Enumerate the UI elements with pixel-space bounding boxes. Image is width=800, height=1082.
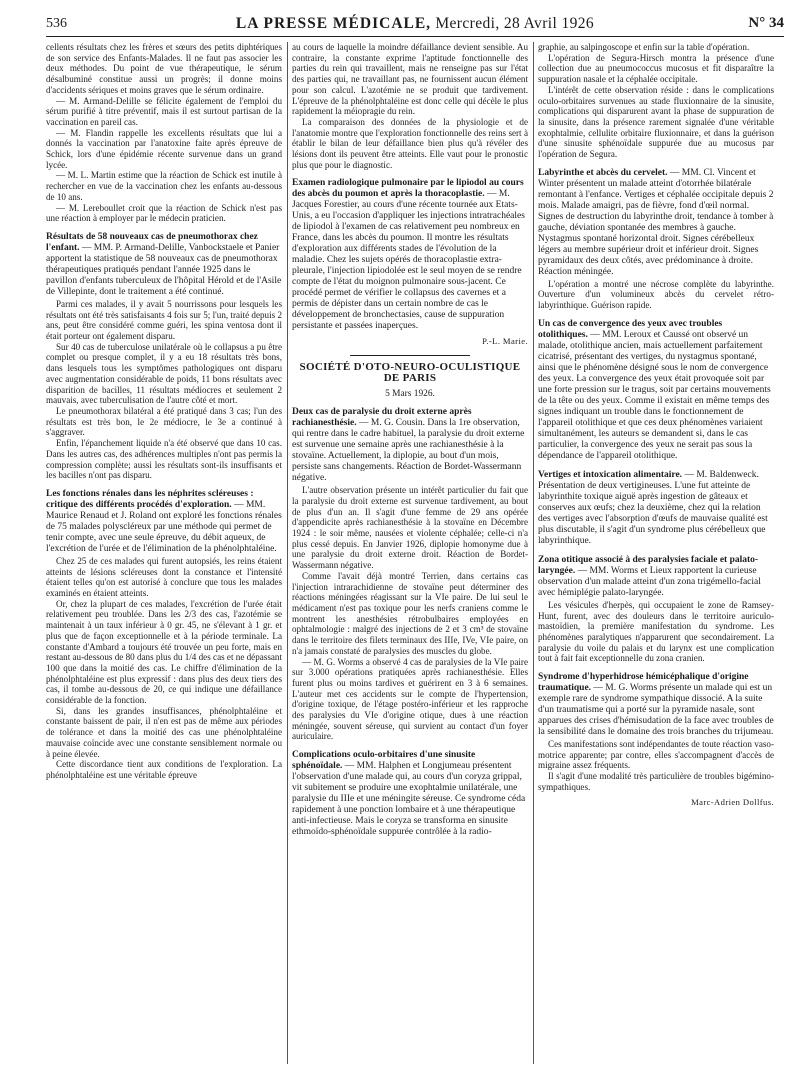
heading-title: Les fonctions rénales dans les néphrites scléreuses : critique des différents procédés d'exploration. <box>46 488 254 510</box>
section-heading <box>538 168 774 278</box>
section-heading <box>46 489 282 555</box>
column-1 <box>46 42 282 1064</box>
heading-title: Un cas de convergence des yeux avec troubles otolithiques. <box>538 318 723 340</box>
heading-text: — MM. Halphen et Longjumeau présentent l'observation d'une malade qui, au cours d'un coryza grippal, vit subitement se produire une exophtalmie unilatérale, une paralysie du IIIe et une méningite séreuse. Ce syndrome céda rapidement à une ponction lombaire et à une thérapeutique anti-infectieuse. Mais le coryza se transforma en sinusite ethmoïdo-sphénoïdale suppurée contrôlée à la radio- <box>292 761 526 838</box>
paragraph: L'opération de Segura-Hirsch montra la présence d'une collection due au pneumococcus mucosus et fit disparaître la suppuration nasale et la céphalée occipitale. <box>538 52 774 85</box>
section-heading <box>538 555 774 599</box>
section-rule <box>350 355 470 356</box>
paragraph: — M. Armand-Delille se félicite également de l'emploi du sérum purifié à titre préventif, mais il est surtout partisan de la vaccination en pareil cas. <box>46 95 282 127</box>
heading-title: Vertiges et intoxication alimentaire. <box>538 469 683 480</box>
heading-text: — MM. Maurice Renaud et J. Roland ont exploré les fonctions rénales de 75 malades polyscléreux par une méthode qui permet de tenir compte, avec une seule épreuve, du débit aqueux, de l'excrétion de l'urée et de l'élimination de la phénolphtaléine. <box>46 499 282 554</box>
paragraph: Ces manifestations sont indépendantes de toute réaction vaso-motrice apparente; par contre, elles s'accompagnent d'accès de migraine assez fréquents. <box>538 739 774 771</box>
paragraph: Le pneumothorax bilatéral a été pratiqué dans 3 cas; l'un des résultats est très bon, le 2e médiocre, le 3e a continué à s'aggraver. <box>46 405 282 438</box>
paragraph: graphie, au salpingoscope et enfin sur la table d'opération. <box>538 42 750 52</box>
heading-title: Labyrinthe et abcès du cervelet. <box>538 167 668 178</box>
heading-text: — MM. P. Armand-Delille, Vanbockstaele et Panier apportent la statistique de 58 nouveaux cas de pneumothorax thérapeutiques pratiqués pendant l'année 1925 dans le pavillon d'enfants tuberculeux de l'hôpital Hérold et de l'Asile de Villepinte, dont le traitement a été continué. <box>46 242 282 297</box>
heading-title: Complications oculo-orbitaires d'une sinusite sphénoïdale. <box>292 750 476 772</box>
heading-text: — M. G. Cousin. Dans la 1re observation, qui rentre dans le cadre habituel, la paralysie du droit externe est survenue une semaine après une rachianesthésie à la stovaïne. Actuellement, la diplopie, au bout d'un mois, persiste sans changements. Réaction de Bordet-Wassermann négative. <box>292 418 525 484</box>
paragraph: Comme l'avait déjà montré Terrien, dans certains cas l'injection intrarachidienne de stovaïne peut déterminer des réactions méningées réagissant sur la VIe paire. De lui seul le médicament n'est pas toxique pour les nerfs craniens comme le montrent les anesthésies rétrobulbaires employées en ophtalmologie : malgré des injections de 2 et 3 cm³ de stovaïne dans le territoire des filets terminaux des IIIe, IVe, VIe paire, on n'a jamais constaté de paralysies des muscles du globe. <box>292 570 528 656</box>
heading-title: Résultats de 58 nouveaux cas de pneumothorax chez l'enfant. <box>46 231 258 253</box>
heading-title: Syndrome d'hyperhidrose hémicéphalique d'origine traumatique. <box>538 672 749 694</box>
newspaper-page <box>46 14 784 1064</box>
heading-title: Zona otitique associé à des paralysies faciale et palato-laryngée. <box>538 554 759 576</box>
paragraph: Chez 25 de ces malades qui furent autopsiés, les reins étaient atteints de lésions scléreuses dont la constance et l'intensité étaient telles qu'on est autorisé à conclure que tous les malades examinés en étaient atteints. <box>46 555 282 599</box>
paragraph: — M. G. Worms a observé 4 cas de paralysies de la VIe paire sur 3.000 opérations pratiquées après rachianesthésie. Elles furent plus ou moins tardives et guérirent en 3 à 6 semaines. L'auteur met ces accidents sur le compte de l'hypertension, d'origine toxique, de l'étage postéro-inférieur et les rapproche des paralysies du VIe d'origine otique, dues à une réaction méningée, souvent séreuse, qui survient au contact d'un foyer auriculaire. <box>292 656 528 742</box>
heading-text: — M. Jacques Forestier, au cours d'une récente tournée aux Etats-Unis, a eu l'occasion d'appliquer les injections intratrachéales de lipiodol à l'examen de cas relativement peu nombreux en France, dans les abcès du poumon. Il montre les résultats d'exploration aux différents stades de l'évolution de la maladie. Chez les sujets opérés de thoracoplastie extra-pleurale, l'injection lipiodolée est le seul moyen de se rendre compte de l'état du moignon pulmonaire sous-jacent. Ce procédé permet de vérifier le collapsus des cavernes et a permis de dépister dans un certain nombre de cas le développement de bronchectasies, cause de suppuration persistante et passées inaperçues. <box>292 189 525 332</box>
section-heading <box>538 319 774 462</box>
author-signature: Marc-Adrien Dollfus. <box>691 796 774 807</box>
paragraph: La comparaison des données de la physiologie et de l'anatomie montre que l'exploration fonctionnelle des reins sert à établir le bilan de leur défaillance bien plus qu'à révéler des lésions dont ils peuvent être atteints. Elle vaut pour le pronostic plus que pour le diagnostic. <box>292 116 528 170</box>
issue-number: N° 34 <box>748 15 784 31</box>
columns <box>46 42 784 1064</box>
paragraph: Si, dans les grandes insuffisances, phénolphtaléine et constante baissent de pair, il n'en est pas de même aux périodes de tolérance et dans la moitié des cas une phénolphtaléine mauvaise coïncide avec une constante sensiblement normale ou à peine élevée. <box>46 705 282 759</box>
issue-date: Mercredi, 28 Avril 1926 <box>435 15 595 32</box>
society-title: SOCIÉTÉ D'OTO-NEURO-OCULISTIQUE DE PARIS <box>299 361 521 384</box>
column-3 <box>538 42 774 1064</box>
page-header <box>46 14 784 37</box>
paragraph: Parmi ces malades, il y avait 5 nourrissons pour lesquels les résultats ont été très satisfaisants 4 fois sur 5; l'un, traité depuis 2 ans, peut être considéré comme guéri, les spina ventosa dont il était porteur ont également disparu. <box>46 298 282 342</box>
paragraph: — M. L. Martin estime que la réaction de Schick est inutile à rechercher en vue de la vaccination chez les enfants au-dessous de 10 ans. <box>46 170 282 202</box>
paragraph: Les vésicules d'herpès, qui occupaient le zone de Ramsey-Hunt, furent, avec des douleurs dans le territoire auriculo-mastoïdien, la première manifestation du syndrome. Les phénomènes paralytiques n'apparurent que secondairement. La paralysie du voile du palais et du larynx est une complication tout à fait fait exceptionnelle du zona cranien. <box>538 599 774 664</box>
paragraph: Enfin, l'épanchement liquide n'a été observé que dans 10 cas. Dans les autres cas, des adhérences multiples n'ont pas permis la compression complète; aussi les résultats sont-ils insuffisants et les bacilles n'ont pas disparu. <box>46 438 282 481</box>
heading-title: Examen radiologique pulmonaire par le lipiodol au cours des abcès du poumon et après la thoracoplastie. <box>292 178 524 200</box>
section-heading <box>292 178 528 332</box>
page-number: 536 <box>46 16 67 31</box>
heading-text: — M. Baldenweck. Présentation de deux vertigineuses. L'une fut atteinte de labyrinthite toxique aiguë après ingestion de gâteaux et conserves aux œufs; chez la deuxième, chez qui la relation des vertiges avec l'absorption d'œufs de mauvaise qualité est plus discutable, il s'agit d'un syndrome plus cérébelleux que labyrinthique. <box>538 469 768 546</box>
paragraph: L'intérêt de cette observation réside : dans le complications oculo-orbitaires survenues au stade fluxionnaire de la sinusite, complications qui disparurent avant la phase de suppuration de la sinusite, dans la présence rarement signalée d'une véritable exophtalmie, cellulite orbitaire fluxionnaire, et dans la guérison d'une sinusite sphénoïdale suppurée due au mucosus par l'opération de Segura. <box>538 84 774 160</box>
paragraph: L'opération a montré une nécrose complète du labyrinthe. Ouverture d'un volumineux abcès du cervelet rétro-labyrinthique. Guérison rapide. <box>538 278 774 311</box>
heading-text: — MM. Leroux et Caussé ont observé un malade, otolithique ancien, mais actuellement parfaitement cicatrisé, présentant des vertiges, du nystagmus spontané, ainsi que le phénomène désigné sous le nom de convergence des yeux. La convergence des yeux était provoquée soit par une forte pression sur le tragus, soit par certains mouvements de la tête ou des yeux. Comme il existait en même temps des signes indiquant un trouble dans le fonctionnement de l'appareil otolithique et que ces deux phénomènes variaient simultanément, les auteurs se demandent si, dans le cas particulier, la convergence des yeux ne serait pas sous la dépendance de l'appareil otolithique. <box>538 329 771 461</box>
column-divider <box>287 42 288 1064</box>
paragraph: cellents résultats chez les frères et sœurs des petits diphtériques de son service des Enfants-Malades. Il ne faut pas associer les deux méthodes. Du point de vue thérapeutique, le sérum désalbuminé constitue aussi un progrès; il donne moins d'accidents sériques et moins graves que le sérum ordinaire. <box>46 42 282 95</box>
paragraph: — M. Flandin rappelle les excellents résultats que lui a donnés la vaccination par l'anatoxine faite après épreuve de Schick, lors d'une épidémie récente survenue dans un grand lycée. <box>46 127 282 170</box>
heading-text: — M. G. Worms présente un malade qui est un exemple rare de syndrome sympathique dissocié. A la suite d'un traumatisme qui a porté sur la pyramide nasale, sont apparues des crises d'hémisudation de la face avec troubles de la sensibilité dans le domaine des trois branches du trijumeau. <box>538 683 774 738</box>
paragraph: Or, chez la plupart de ces malades, l'excrétion de l'urée était relativement peu troublée. Dans les 2/3 des cas, l'azotémie se maintenait à un taux inférieur à 0 gr. 45, ne s'élevant à 1 gr. et plus que de façon exceptionnelle et à la période terminale. La constante d'Ambard a toujours été trouvée un peu forte, mais en restant au-dessous de 80 dans plus du 1/4 des cas et ne dépassant 100 que dans la moitié des cas. Le chiffre d'élimination de la phénolphtaléine est plus expressif : dans plus des deux tiers des cas, il tombe au-dessous de 20, ce qui indique une défaillance considérable de la fonction. <box>46 598 282 706</box>
column-divider <box>533 42 534 1064</box>
section-heading <box>46 232 282 298</box>
society-date: 5 Mars 1926. <box>385 388 435 399</box>
section-heading <box>292 407 528 484</box>
paragraph: Cette discordance tient aux conditions de l'exploration. La phénolphtaléine est une véritable épreuve <box>46 759 282 780</box>
paragraph: Sur 40 cas de tuberculose unilatérale où le collapsus a pu être complet ou presque complet, il y a eu 18 résultats très bons, dans lesquels tous les symptômes pathologiques ont disparu avec augmentation considérable de poids, 11 bons résultats avec disparition de bacilles, 11 résultats médiocres et seulement 2 mauvais, avec tuberculisation de l'autre côté et mort. <box>46 341 282 406</box>
journal-name: LA PRESSE MÉDICALE, <box>235 15 432 32</box>
paragraph: Il s'agit d'une modalité très particulière de troubles bigémino-sympathiques. <box>538 771 774 792</box>
section-heading <box>292 750 528 838</box>
section-heading <box>538 470 774 547</box>
author-signature: P.-L. Marie. <box>482 336 528 347</box>
paragraph: au cours de laquelle la moindre défaillance devient sensible. Au contraire, la constante exprime l'aptitude fonctionnelle des parties du rein qui travaillent, mais ne renseigne pas sur l'état des parties qui, ne travaillant pas, ne fournissent aucun élément pour son calcul. L'azotémie ne se produit que tardivement. L'épreuve de la phénolphtaléine est donc celle qui décèle le plus rapidement la méiopragie du rein. <box>292 42 528 117</box>
paragraph: L'autre observation présente un intérêt particulier du fait que la paralysie du droit externe est survenue tardivement, au bout de plus d'un an. Il s'agit d'une femme de 29 ans opérée d'appendicite après rachianesthésie à la stovaïne en Décembre 1924 : le soir même, nausées et violente céphalée; celle-ci n'a plus cessé depuis. En Janvier 1926, diplopie homonyme due à une paralysie du droit externe droit. Réaction de Bordet-Wassermann négative. <box>292 485 528 571</box>
heading-title: Deux cas de paralysie du droit externe après rachianesthésie. <box>292 407 472 429</box>
column-2 <box>292 42 528 1064</box>
section-heading <box>538 672 774 738</box>
masthead <box>46 15 784 33</box>
heading-text: — MM. Worms et Lieux rapportent la curieuse observation d'un malade atteint d'un zona trigémello-facial avec hémiplégie palato-laryngée. <box>538 565 761 598</box>
paragraph: — M. Lereboullet croit que la réaction de Schick n'est pas une réaction à employer par le médecin praticien. <box>46 202 282 224</box>
heading-text: — MM. Cl. Vincent et Winter présentent un malade atteint d'otorrhée bilatérale remontant à l'enfance. Vertiges et céphalée occipitale depuis 2 mois. Malade amaigri, pas de fièvre, fond d'œil normal. Signes de destruction du labyrinthe droit, tendance à tomber à gauche, déviation spontanée des membres à gauche. Nystagmus spontané horizontal droit. Signes cérébelleux légers au membre supérieur droit et inférieur droit. Signes pyramidaux des deux côtés, avec prédominance à droite. Réaction méningée. <box>538 167 774 277</box>
